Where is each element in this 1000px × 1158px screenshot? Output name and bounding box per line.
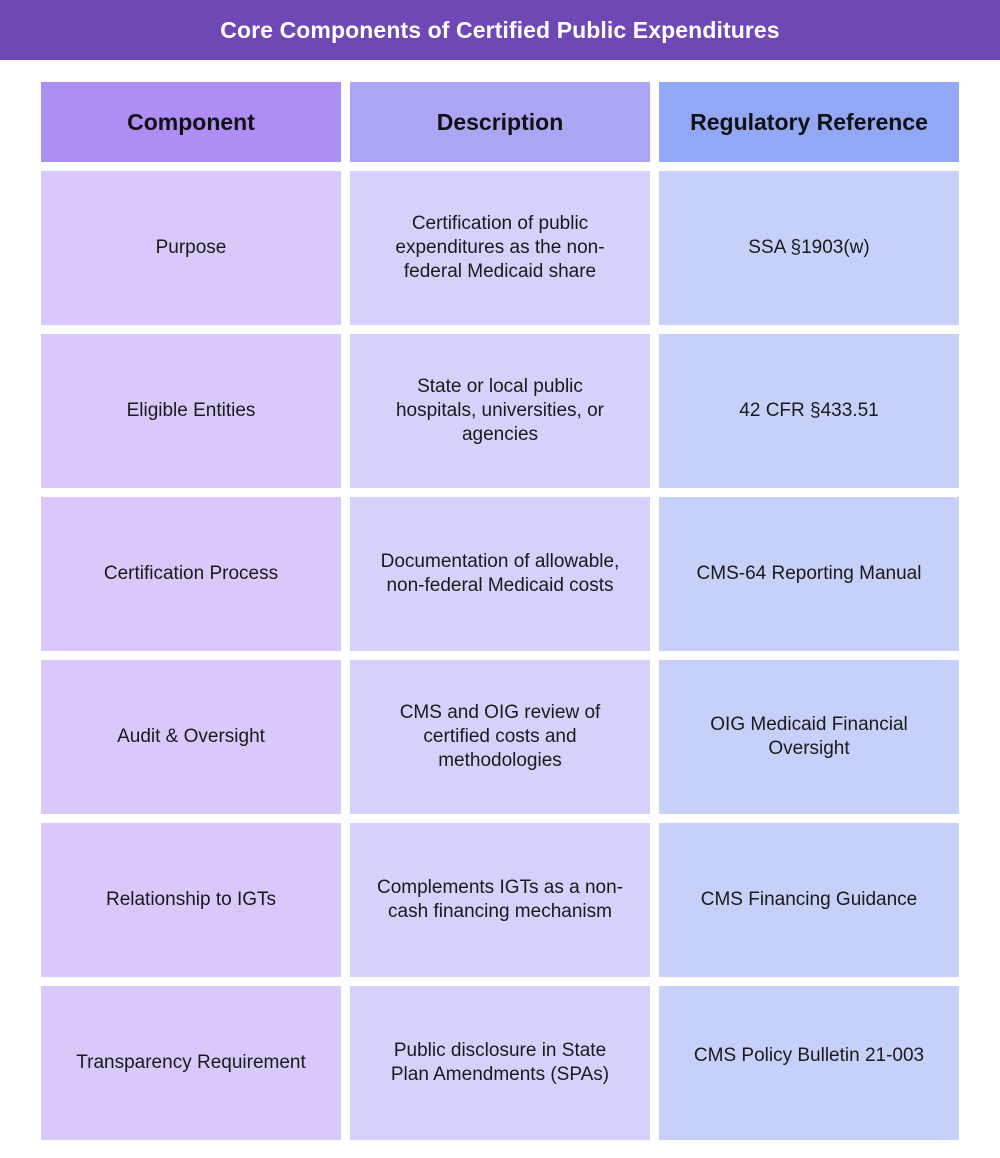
page-title: Core Components of Certified Public Expenditures xyxy=(0,0,1000,60)
row-2-description: State or local public hospitals, universities, or agencies xyxy=(350,334,650,488)
row-6-description: Public disclosure in State Plan Amendments (SPAs) xyxy=(350,986,650,1140)
header-description: Description xyxy=(350,82,650,162)
row-3-description: Documentation of allowable, non-federal Medicaid costs xyxy=(350,497,650,651)
header-component: Component xyxy=(41,82,341,162)
row-6-reference: CMS Policy Bulletin 21-003 xyxy=(659,986,959,1140)
header-regulatory-reference: Regulatory Reference xyxy=(659,82,959,162)
row-3-reference: CMS-64 Reporting Manual xyxy=(659,497,959,651)
row-1-description: Certification of public expenditures as the non-federal Medicaid share xyxy=(350,171,650,325)
row-4-description: CMS and OIG review of certified costs and methodologies xyxy=(350,660,650,814)
row-4-component: Audit & Oversight xyxy=(41,660,341,814)
row-5-description: Complements IGTs as a non-cash financing mechanism xyxy=(350,823,650,977)
row-2-component: Eligible Entities xyxy=(41,334,341,488)
row-1-reference: SSA §1903(w) xyxy=(659,171,959,325)
row-1-component: Purpose xyxy=(41,171,341,325)
row-6-component: Transparency Requirement xyxy=(41,986,341,1140)
row-5-component: Relationship to IGTs xyxy=(41,823,341,977)
row-2-reference: 42 CFR §433.51 xyxy=(659,334,959,488)
row-3-component: Certification Process xyxy=(41,497,341,651)
components-table xyxy=(41,82,959,1140)
row-5-reference: CMS Financing Guidance xyxy=(659,823,959,977)
row-4-reference: OIG Medicaid Financial Oversight xyxy=(659,660,959,814)
